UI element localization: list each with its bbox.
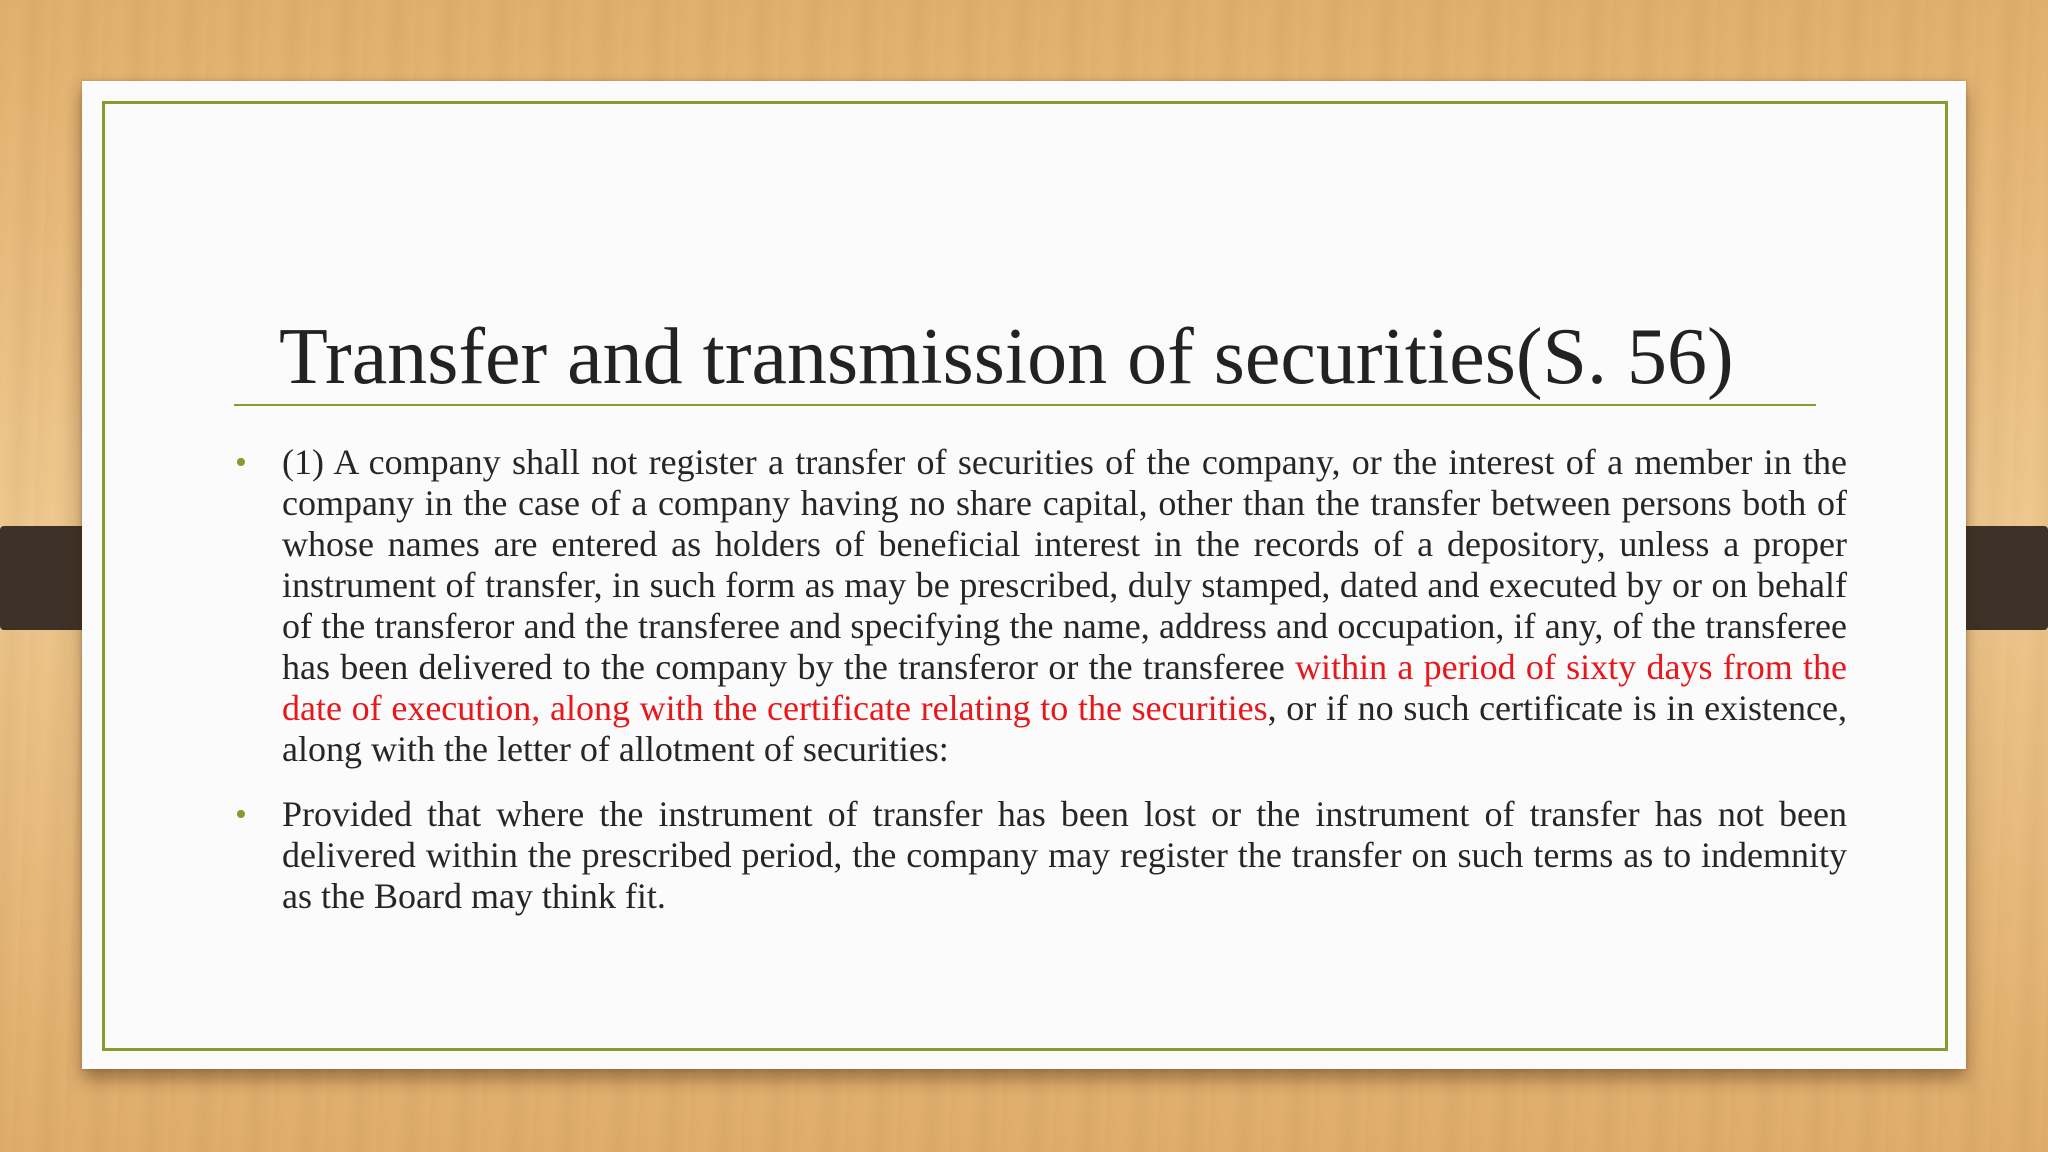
title-divider [234, 404, 1816, 406]
bullet-item-1 [235, 442, 1847, 770]
bullet-list [235, 442, 1847, 941]
bullet-1-text-end: , or if no such certificate is in existence, along with the letter of allotment of securities: [282, 688, 1847, 769]
bullet-1-highlight: within a period of sixty days from the date of execution, along with the certificate relating to the securities [282, 647, 1847, 728]
bullet-2-text: Provided that where the instrument of transfer has been lost or the instrument of transfer has not been delivered within the prescribed period, the company may register the transfer on such terms as to indemnity as the Board may think fit. [282, 794, 1847, 916]
bullet-1-text: (1) A company shall not register a transfer of securities of the company, or the interest of a member in the company in the case of a company having no share capital, other than the transfer between persons both of whose names are entered as holders of beneficial interest in the records of a depository, unless a proper instrument of transfer, in such form as may be prescribed, duly stamped, dated and executed by or on behalf of the transferor and the transferee and specifying the name, address and occupation, if any, of the transferee has been delivered to the company by the transferor or the transferee [282, 442, 1847, 687]
bullet-item-2 [235, 794, 1847, 917]
bullet-dot-icon: • [235, 796, 247, 833]
bullet-dot-icon: • [235, 444, 247, 481]
slide-title: Transfer and transmission of securities(S. 56) [279, 313, 1734, 401]
slide-card [82, 81, 1966, 1069]
